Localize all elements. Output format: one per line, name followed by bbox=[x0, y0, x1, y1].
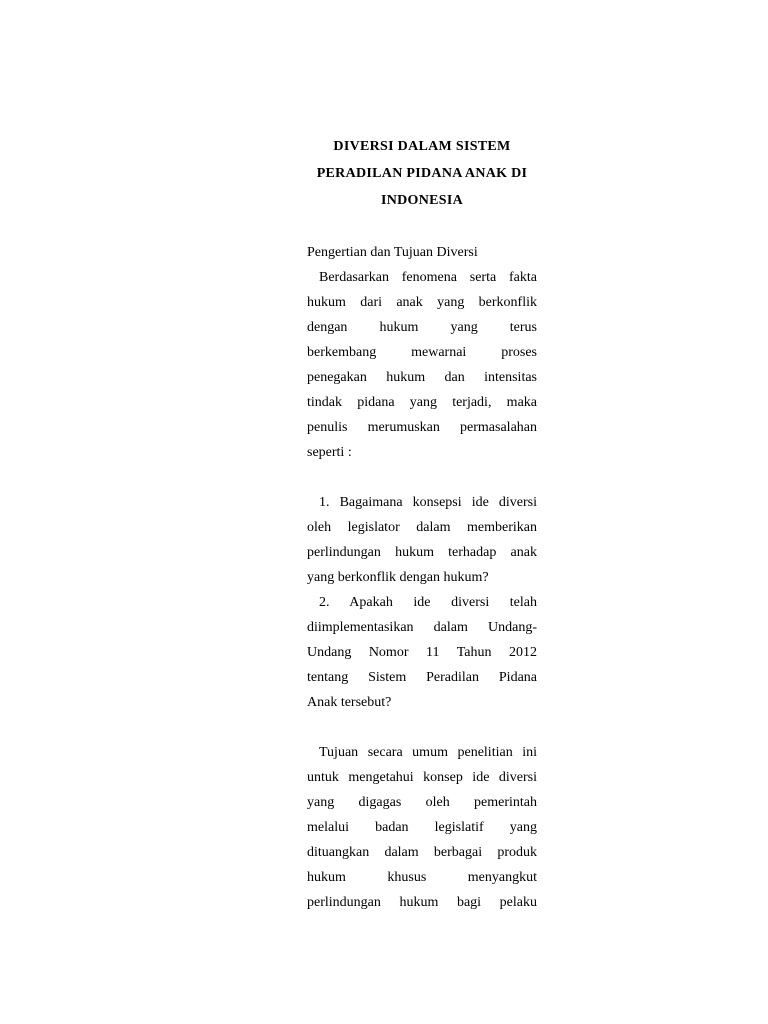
section-heading: Pengertian dan Tujuan Diversi bbox=[307, 245, 478, 260]
paragraph-1 bbox=[307, 265, 537, 465]
paragraph-1-line: Berdasarkan fenomena serta fakta bbox=[319, 270, 537, 285]
paragraph-1-line: penulis merumuskan permasalahan bbox=[307, 420, 537, 435]
paragraph-1-line: hukum dari anak yang berkonflik bbox=[307, 295, 537, 310]
paragraph-2 bbox=[307, 740, 537, 915]
list-item-line: Anak tersebut? bbox=[307, 695, 392, 710]
list-item-1 bbox=[307, 490, 537, 590]
paragraph-2-line: hukum khusus menyangkut bbox=[307, 870, 537, 885]
document-title bbox=[307, 133, 537, 214]
paragraph-1-line: berkembang mewarnai proses bbox=[307, 345, 537, 360]
paragraph-1-line: dengan hukum yang terus bbox=[307, 320, 537, 335]
list-item-line: diimplementasikan dalam Undang- bbox=[307, 620, 537, 635]
list-item-line: Undang Nomor 11 Tahun 2012 bbox=[307, 645, 537, 660]
list-item-line: yang berkonflik dengan hukum? bbox=[307, 570, 489, 585]
list-item-line: perlindungan hukum terhadap anak bbox=[307, 545, 537, 560]
paragraph-1-line: seperti : bbox=[307, 445, 352, 460]
document-page bbox=[307, 133, 537, 915]
title-line-3: INDONESIA bbox=[380, 193, 464, 208]
paragraph-1-line: tindak pidana yang terjadi, maka bbox=[307, 395, 537, 410]
problem-list bbox=[307, 490, 537, 715]
paragraph-2-line: yang digagas oleh pemerintah bbox=[307, 795, 537, 810]
spacer bbox=[307, 715, 537, 740]
paragraph-1-line: penegakan hukum dan intensitas bbox=[307, 370, 537, 385]
paragraph-2-line: dituangkan dalam berbagai produk bbox=[307, 845, 537, 860]
list-item-line: oleh legislator dalam memberikan bbox=[307, 520, 537, 535]
list-item-line: 1. Bagaimana konsepsi ide diversi bbox=[319, 495, 537, 510]
list-item-line: 2. Apakah ide diversi telah bbox=[319, 595, 537, 610]
title-line-1: DIVERSI DALAM SISTEM bbox=[333, 139, 511, 154]
paragraph-2-line: untuk mengetahui konsep ide diversi bbox=[307, 770, 537, 785]
paragraph-2-line: melalui badan legislatif yang bbox=[307, 820, 537, 835]
list-item-line: tentang Sistem Peradilan Pidana bbox=[307, 670, 537, 685]
title-line-2: PERADILAN PIDANA ANAK DI bbox=[316, 166, 528, 181]
list-item-2 bbox=[307, 590, 537, 715]
paragraph-2-line: Tujuan secara umum penelitian ini bbox=[319, 745, 537, 760]
paragraph-2-line: perlindungan hukum bagi pelaku bbox=[307, 895, 537, 910]
spacer bbox=[307, 465, 537, 490]
